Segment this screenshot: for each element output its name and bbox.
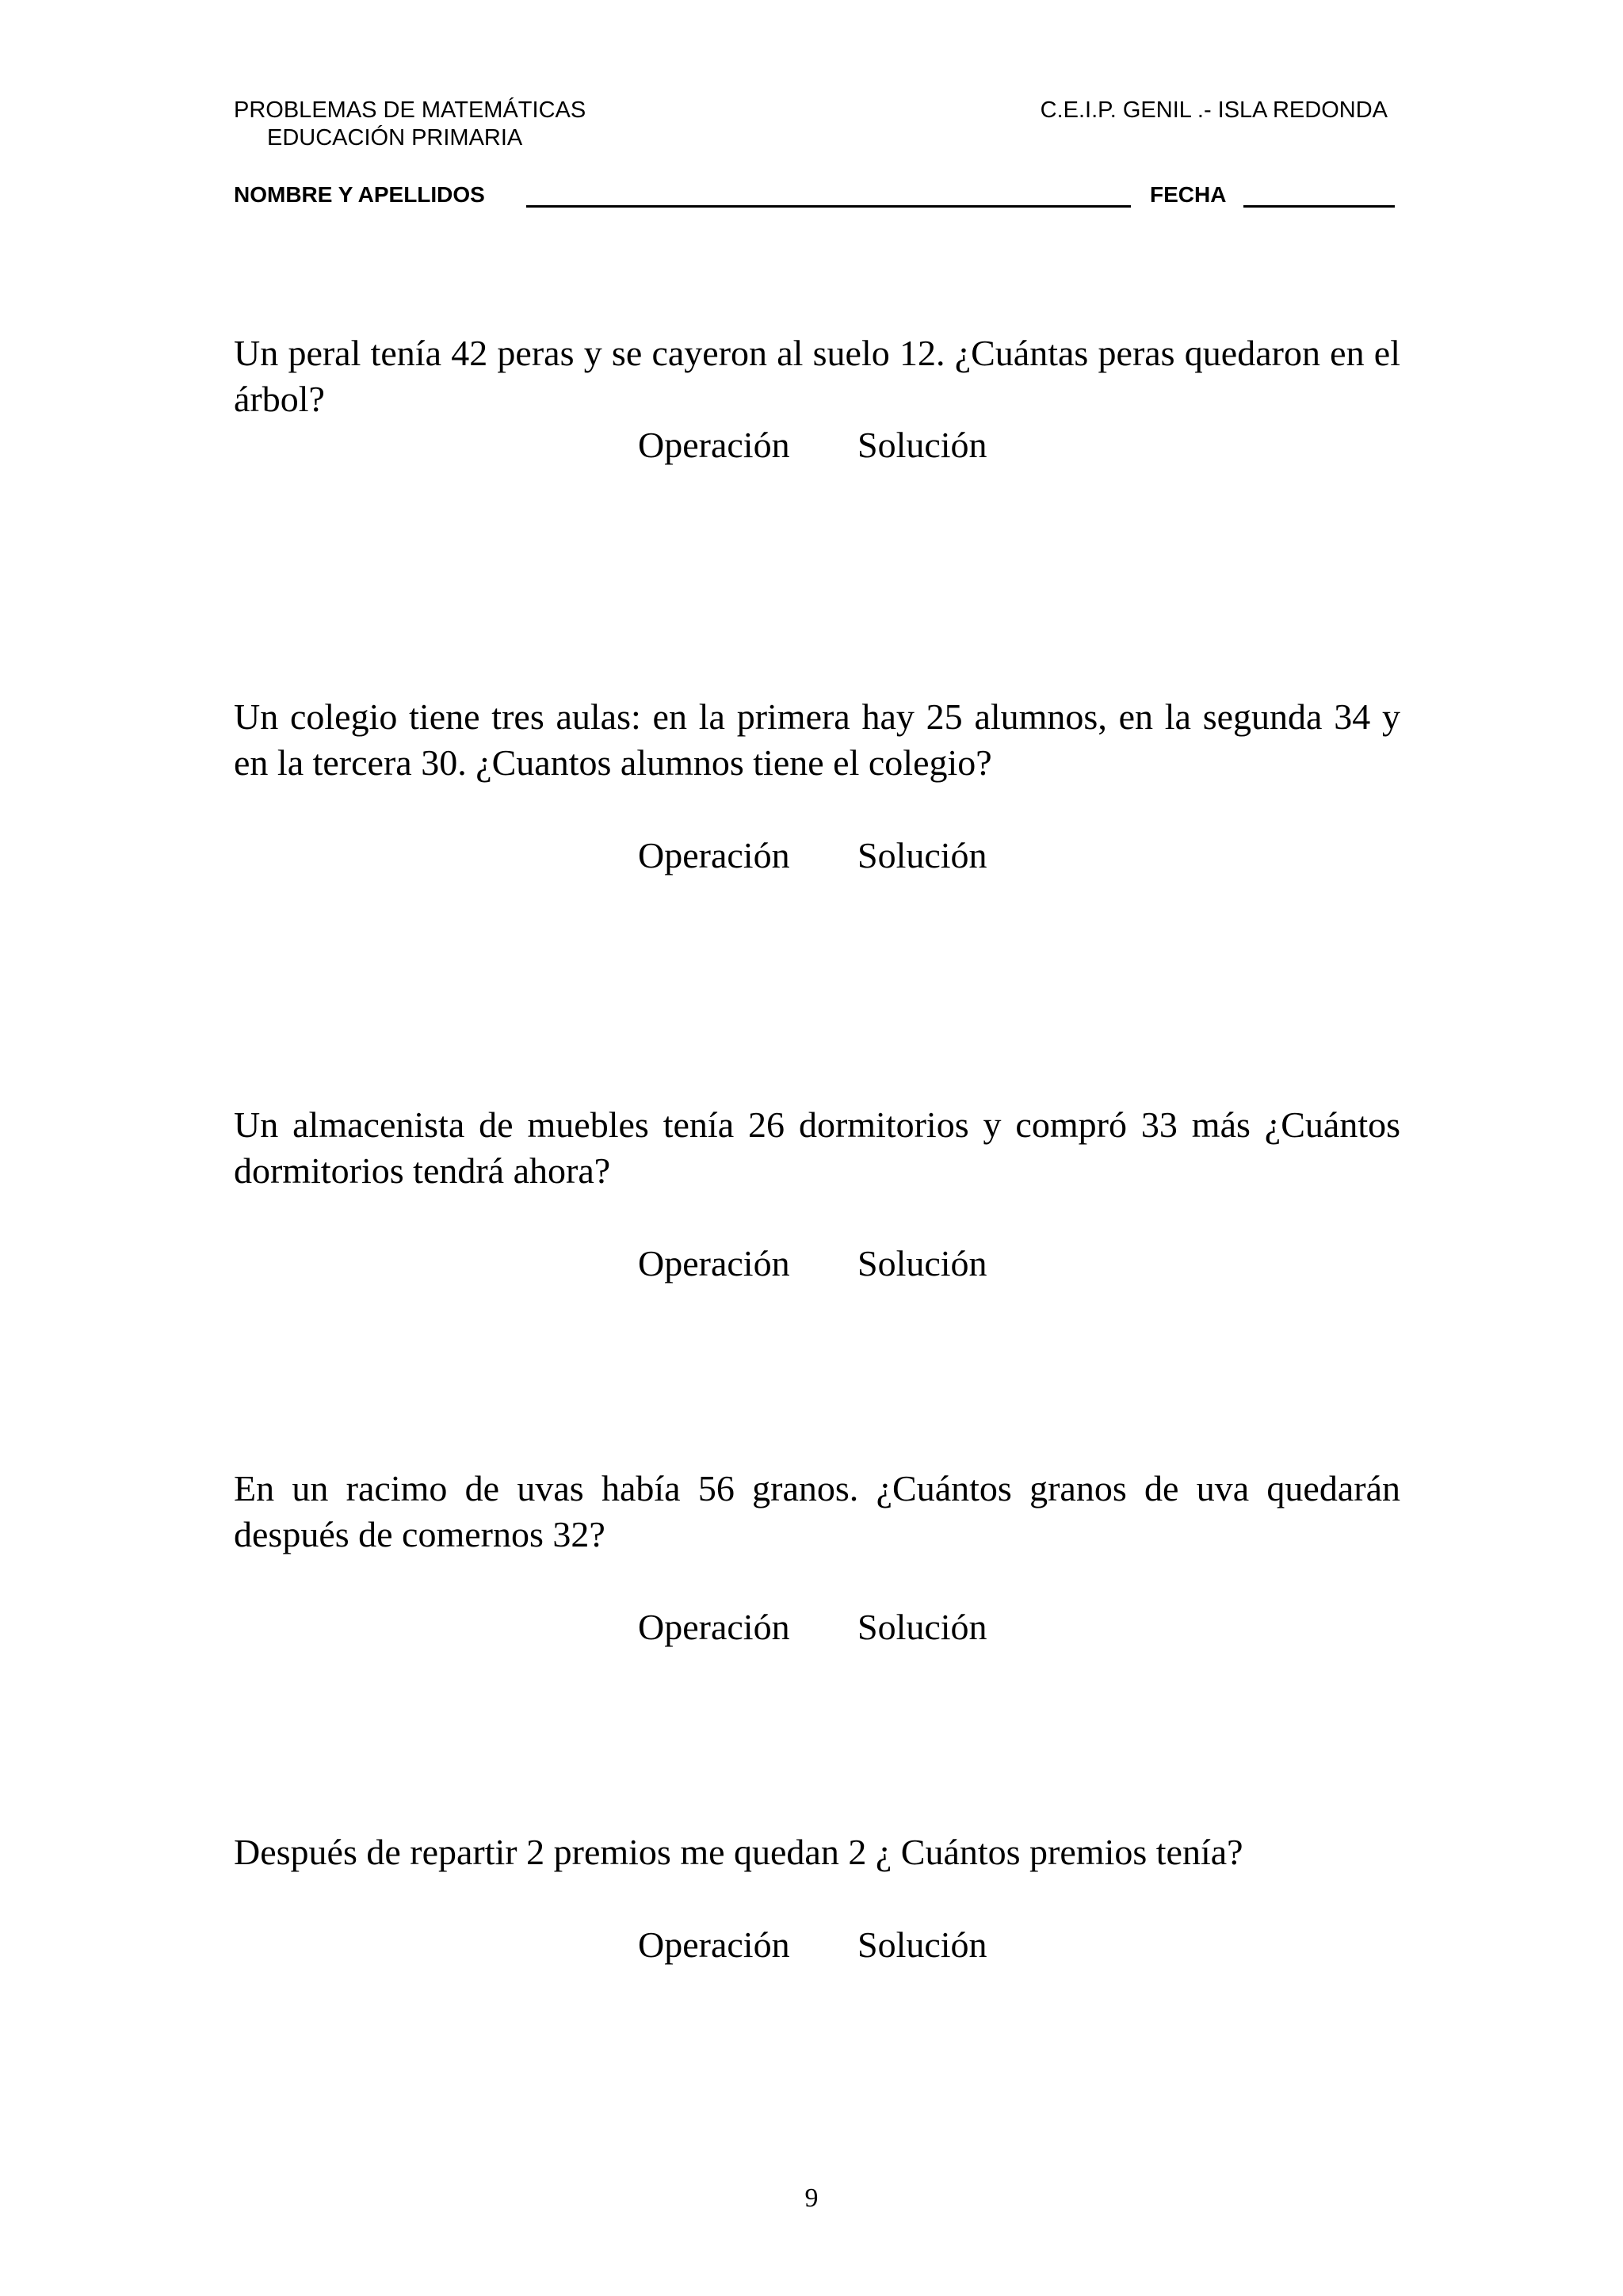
solution-label: Solución: [857, 1243, 987, 1283]
problem-question: Después de repartir 2 premios me quedan 2 ¿ Cuántos premios tenía?: [234, 1832, 1243, 1872]
problem-3: [234, 1102, 1400, 1283]
problem-question: En un racimo de uvas había 56 granos. ¿Cuántos granos de uva quedarán después de comernos 32?: [234, 1468, 1400, 1554]
header-school: C.E.I.P. GENIL .- ISLA REDONDA: [1040, 97, 1388, 123]
name-fill-line[interactable]: [526, 205, 1131, 208]
solution-label: Solución: [857, 1607, 987, 1647]
operation-label: Operación: [638, 835, 790, 875]
operation-label: Operación: [638, 1924, 790, 1965]
problem-4: [234, 1466, 1400, 1647]
header-level: EDUCACIÓN PRIMARIA: [267, 125, 523, 151]
problem-question: Un peral tenía 42 peras y se cayeron al suelo 12. ¿Cuántas peras quedaron en el árbol?: [234, 333, 1400, 419]
solution-label: Solución: [857, 835, 987, 875]
problem-question: Un almacenista de muebles tenía 26 dormitorios y compró 33 más ¿Cuántos dormitorios tendrá ahora?: [234, 1104, 1400, 1191]
operation-label: Operación: [638, 1243, 790, 1283]
header-subject: PROBLEMAS DE MATEMÁTICAS: [234, 97, 586, 123]
date-label: FECHA: [1150, 182, 1227, 207]
operation-label: Operación: [638, 1607, 790, 1647]
solution-label: Solución: [857, 1924, 987, 1965]
problem-1: [234, 330, 1400, 465]
operation-label: Operación: [638, 425, 790, 465]
name-label: NOMBRE Y APELLIDOS: [234, 182, 485, 207]
solution-label: Solución: [857, 425, 987, 465]
problem-2: [234, 694, 1400, 875]
date-fill-line[interactable]: [1243, 205, 1395, 208]
problem-question: Un colegio tiene tres aulas: en la primera hay 25 alumnos, en la segunda 34 y en la tercera 30. ¿Cuantos alumnos tiene el colegio?: [234, 696, 1400, 783]
page-number: 9: [804, 2183, 819, 2213]
student-info-row: [234, 181, 1395, 208]
problem-5: [234, 1829, 1400, 1965]
